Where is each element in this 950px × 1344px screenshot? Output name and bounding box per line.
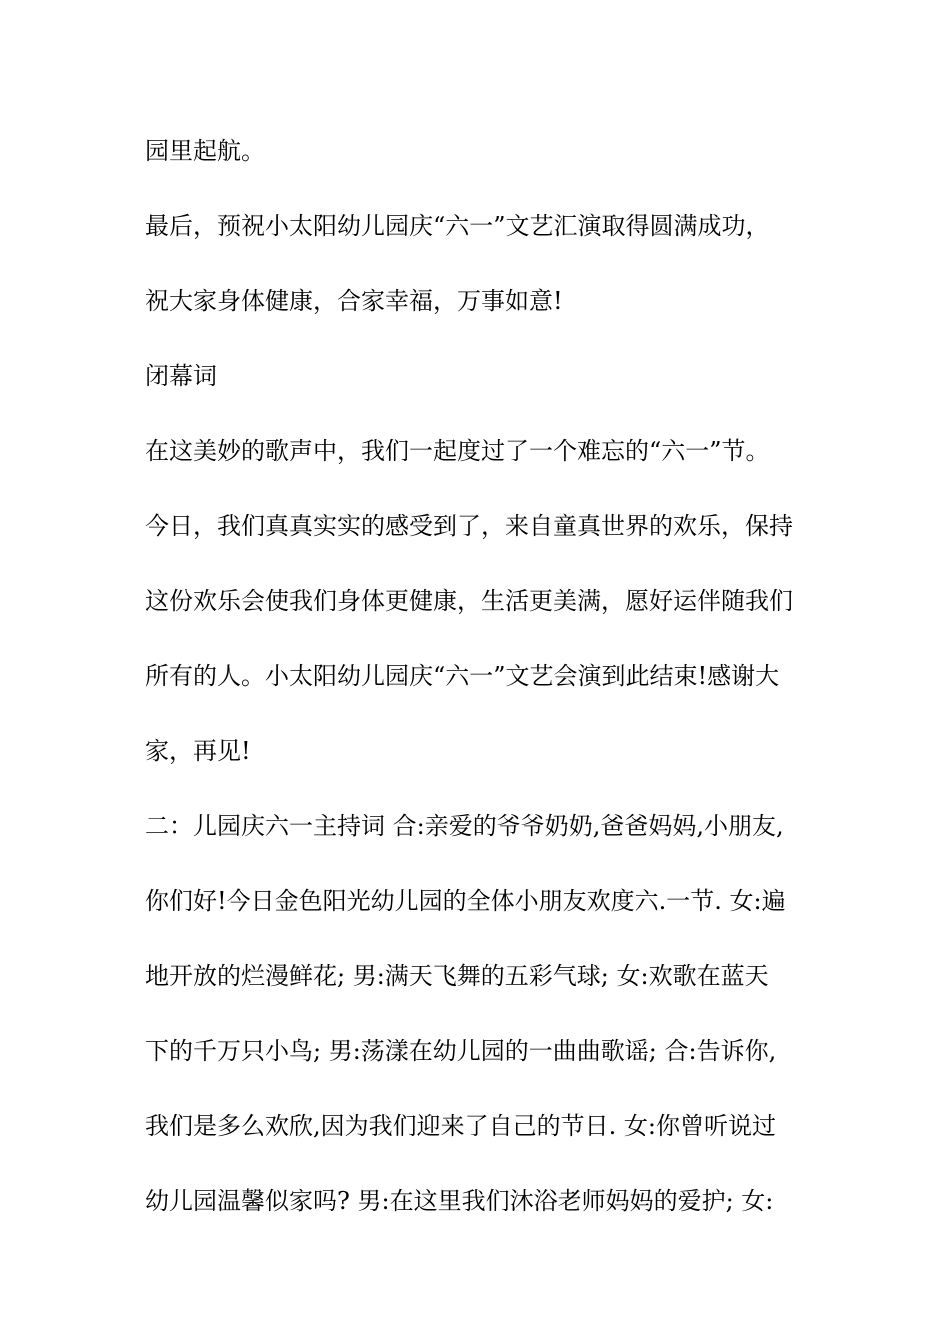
text-line: 下的千万只小鸟; 男:荡漾在幼儿园的一曲曲歌谣; 合:告诉你, (145, 1037, 777, 1065)
text-line: 祝大家身体健康，合家幸福，万事如意! (145, 287, 563, 315)
text-line: 幼儿园温馨似家吗? 男:在这里我们沐浴老师妈妈的爱护; 女: (145, 1187, 774, 1215)
text-line: 家，再见! (145, 737, 251, 765)
text-line: 这份欢乐会使我们身体更健康，生活更美满，愿好运伴随我们 (145, 587, 793, 615)
section-heading: 闭幕词 (145, 362, 217, 390)
text-line: 所有的人。小太阳幼儿园庆“六一”文艺会演到此结束!感谢大 (145, 662, 780, 690)
text-line: 今日，我们真真实实的感受到了，来自童真世界的欢乐，保持 (145, 512, 793, 540)
text-line: 园里起航。 (145, 137, 265, 165)
text-line: 我们是多么欢欣,因为我们迎来了自己的节日. 女:你曾听说过 (145, 1112, 776, 1140)
text-line: 最后，预祝小太阳幼儿园庆“六一”文艺汇演取得圆满成功， (145, 212, 770, 240)
text-line: 二：儿园庆六一主持词 合:亲爱的爷爷奶奶,爸爸妈妈,小朋友, (145, 812, 784, 840)
text-line: 你们好!今日金色阳光幼儿园的全体小朋友欢度六.一节. 女:遍 (145, 887, 786, 915)
text-line: 在这美妙的歌声中，我们一起度过了一个难忘的“六一”节。 (145, 437, 770, 465)
text-line: 地开放的烂漫鲜花; 男:满天飞舞的五彩气球; 女:欢歌在蓝天 (145, 962, 769, 990)
